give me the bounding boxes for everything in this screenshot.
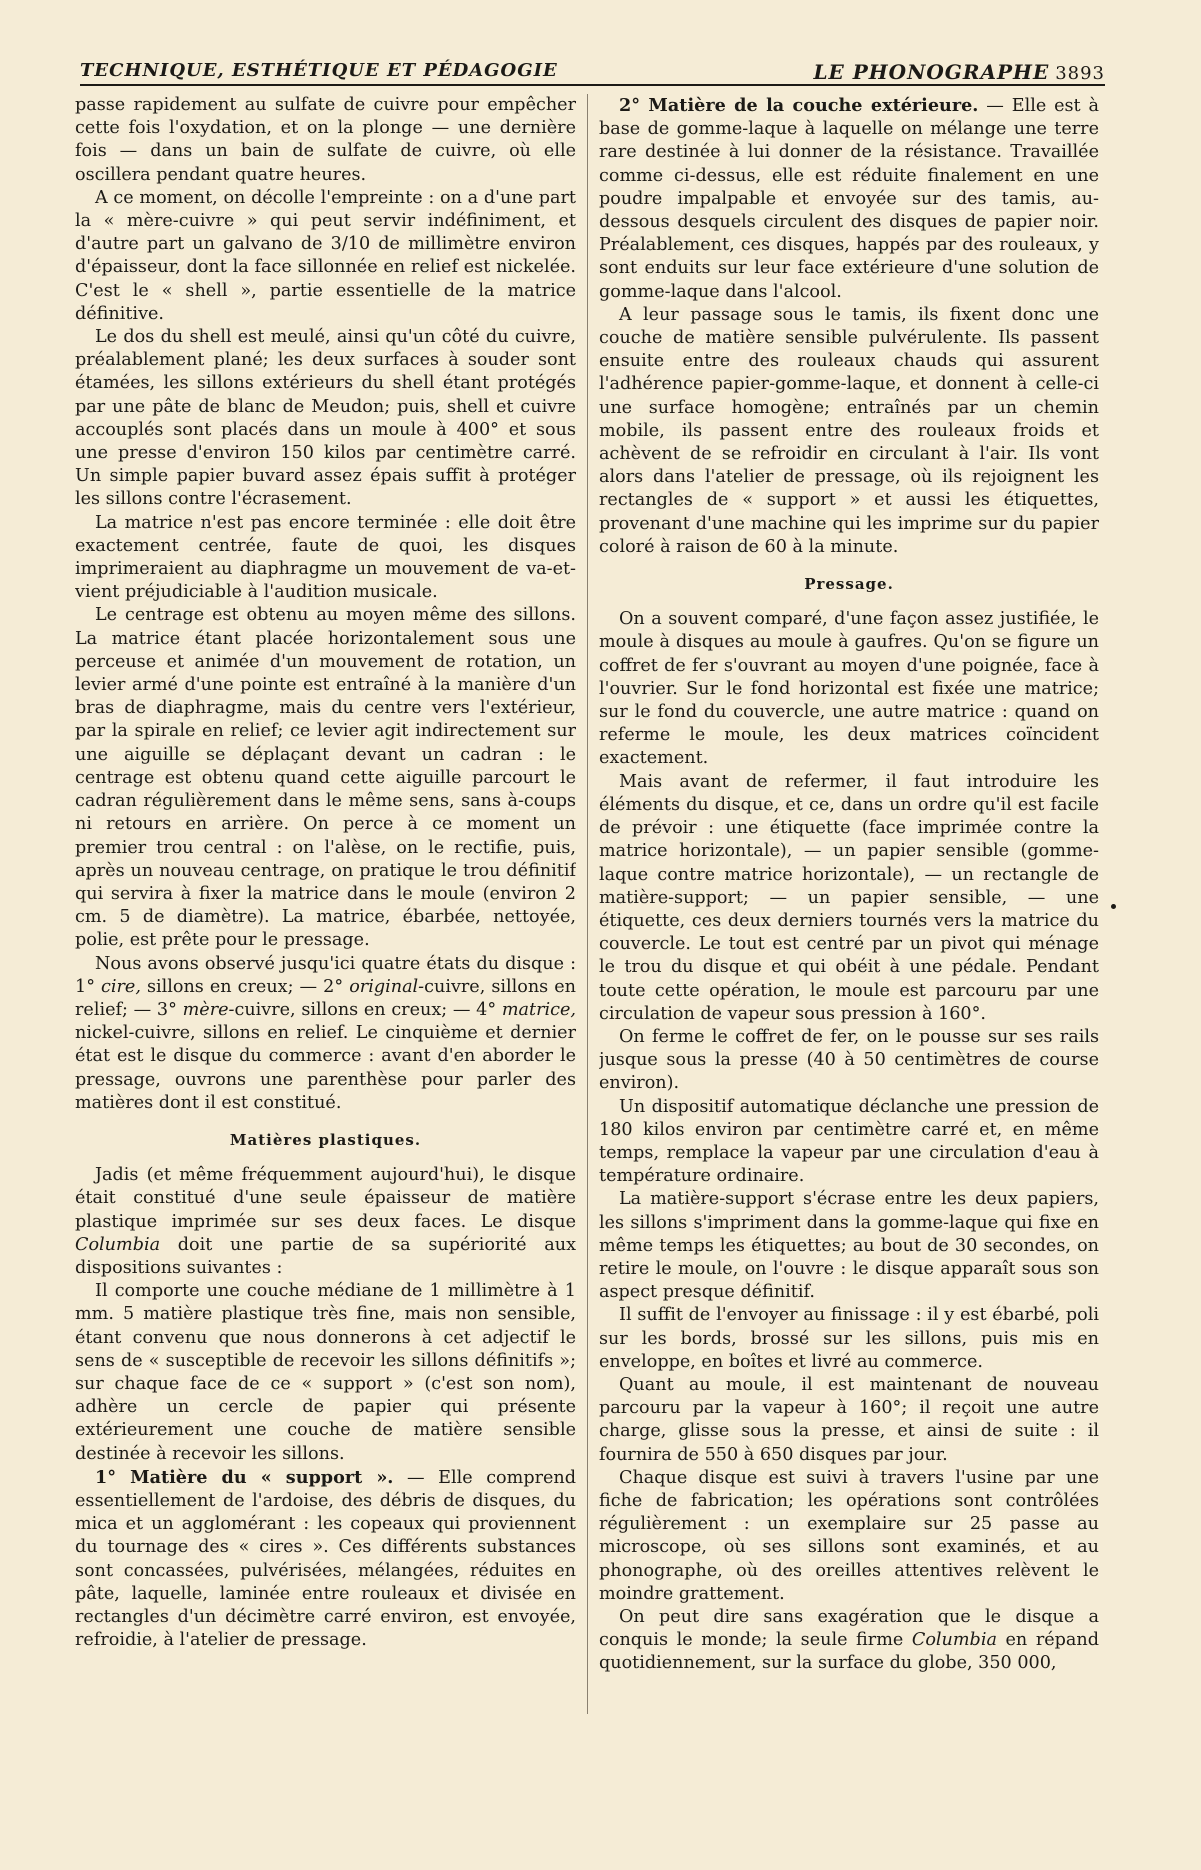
column-divider bbox=[587, 94, 588, 1714]
paragraph bbox=[75, 1164, 576, 1280]
text-run: Nous avons observé jusqu'ici quatre états du disque : 1° bbox=[75, 953, 576, 997]
text-run: sillons en creux; — 2° bbox=[140, 976, 350, 997]
journal-title: LE PHONOGRAPHE bbox=[813, 60, 1050, 84]
paragraph: Il comporte une couche médiane de 1 millimètre à 1 mm. 5 matière plastique très fine, mais non sensible, étant convenu que nous donnerons à cet adjectif le sens de « susceptible de recevoir les sillons définitifs »; sur chaque face de ce « support » (c'est son nom), adhère un cercle de papier qui présente extérieurement une couche de matière sensible destinée à recevoir les sillons. bbox=[75, 1281, 576, 1464]
paragraph: La matière-support s'écrase entre les deux papiers, les sillons s'impriment dans la gomme-laque qui fixe en même temps les étiquettes; au bout de 30 secondes, on retire le moule, on l'ouvre : le disque apparaît sous son aspect presque définitif. bbox=[599, 1189, 1099, 1303]
paragraph: Quant au moule, il est maintenant de nouveau parcouru par la vapeur à 160°; il reçoit une autre charge, glisse sous la presse, et ainsi de suite : il fournira de 550 à 650 disques par jour. bbox=[599, 1374, 1099, 1465]
paragraph: On ferme le coffret de fer, on le pousse sur ses rails jusque sous la presse (40 à 50 centimètres de course environ). bbox=[599, 1026, 1099, 1094]
paragraph bbox=[599, 1606, 1099, 1676]
paragraph: A ce moment, on décolle l'empreinte : on a d'une part la « mère-cuivre » qui peut servir indéfiniment, et d'autre part un galvano de 3/10 de millimètre environ d'épaisseur, dont la face sillonnée en relief est nickelée. C'est le « shell », partie essentielle de la matrice définitive. bbox=[75, 187, 576, 324]
running-header bbox=[80, 56, 1105, 86]
paragraph: Chaque disque est suivi à travers l'usine par une fiche de fabrication; les opérations sont contrôlées régulièrement : un exemplaire sur 25 passe au microscope, où ses sillons sont examinés, et au phonographe, où des oreilles attentives relèvent le moindre grattement. bbox=[599, 1467, 1099, 1604]
italic-term: cire, bbox=[101, 976, 141, 997]
header-right-title bbox=[813, 60, 1105, 84]
left-column bbox=[75, 94, 576, 1714]
paragraph: Il suffit de l'envoyer au finissage : il y est ébarbé, poli sur les bords, brossé sur les sillons, puis mis en enveloppe, en boîtes et livré au commerce. bbox=[599, 1305, 1099, 1372]
italic-term: mère- bbox=[182, 999, 235, 1020]
italic-term: Columbia bbox=[911, 1630, 997, 1651]
paragraph bbox=[75, 1466, 576, 1653]
text-run: doit une partie de sa supériorité aux dispositions suivantes : bbox=[75, 1234, 576, 1278]
paragraph: La matrice n'est pas encore terminée : elle doit être exactement centrée, faute de quoi, les disques imprimeraient au diaphragme un mouvement de va-et-vient préjudiciable à l'audition musicale. bbox=[75, 512, 576, 603]
paragraph bbox=[75, 953, 576, 1115]
italic-term: original- bbox=[349, 976, 425, 997]
paragraph: passe rapidement au sulfate de cuivre pour empêcher cette fois l'oxydation, et on la plonge — une dernière fois — dans un bain de sulfate de cuivre, où elle oscillera pendant quatre heures. bbox=[75, 95, 576, 185]
margin-mark bbox=[1111, 904, 1116, 909]
text-run: nickel-cuivre, sillons en relief. Le cinquième et dernier état est le disque du commerce : avant d'en aborder le pressage, ouvrons une parenthèse pour parler des matières dont il est constitué. bbox=[75, 1023, 576, 1113]
text-run: cuivre, sillons en relief; — 3° bbox=[75, 976, 576, 1020]
bold-lead: 1° Matière du « support ». bbox=[95, 1466, 394, 1488]
text-run: en répand quotidiennement, sur la surface du globe, 350 000, bbox=[599, 1630, 1099, 1674]
paragraph: Mais avant de refermer, il faut introduire les éléments du disque, et ce, dans un ordre qu'il est facile de prévoir : une étiquette (face imprimée contre la matrice horizontale), — un papier sensible (gomme-laque contre matrice horizontale), — un rectangle de matière-support; — un papier sensible, — une étiquette, ces deux derniers tournés vers la matrice du couvercle. Le tout est centré par un pivot qui ménage le trou du disque et qui obéit à une pédale. Pendant toute cette opération, le moule est parcouru par une circulation de vapeur sous pression à 160°. bbox=[599, 771, 1099, 1024]
section-heading: Pressage. bbox=[804, 575, 894, 594]
paragraph: A leur passage sous le tamis, ils fixent donc une couche de matière sensible pulvérulente. Ils passent ensuite entre des rouleaux chauds qui assurent l'adhérence papier-gomme-laque, et donnent à celle-ci une surface homogène; entraînés par un chemin mobile, ils passent entre des rouleaux froids et achèvent de se refroidir en circulant à l'air. Ils vont alors dans l'atelier de pressage, où ils rejoignent les rectangles de « support » et aussi les étiquettes, provenant d'une machine qui les imprime sur du papier coloré à raison de 60 à la minute. bbox=[599, 304, 1099, 557]
italic-term: matrice, bbox=[501, 999, 576, 1020]
right-column bbox=[599, 94, 1099, 1714]
paragraph bbox=[599, 94, 1099, 304]
paragraph: Un dispositif automatique déclanche une pression de 180 kilos environ par centimètre carré et, en même temps, remplace la vapeur par une circulation d'eau à température ordinaire. bbox=[599, 1096, 1099, 1187]
text-run: On peut dire sans exagération que le disque a conquis le monde; la seule firme bbox=[599, 1607, 1099, 1651]
section-heading: Matières plastiques. bbox=[229, 1130, 422, 1149]
text-run: Jadis (et même fréquemment aujourd'hui), le disque était constitué d'une seule épaisseur de matière plastique imprimée sur ses deux faces. Le disque bbox=[75, 1165, 576, 1232]
paragraph: Le centrage est obtenu au moyen même des sillons. La matrice étant placée horizontalement sous une perceuse et animée d'un mouvement de rotation, un levier armé d'une pointe est entraîné à la manière d'un bras de diaphragme, mais du centre vers l'extérieur, par la spirale en relief; ce levier agit indirectement sur une aiguille se déplaçant devant un cadran : le centrage est obtenu quand cette aiguille parcourt le cadran régulièrement dans le même sens, sans à-coups ni retours en arrière. On perce à ce moment un premier trou central : on l'alèse, on le rectifie, puis, après un nouveau centrage, on pratique le trou définitif qui servira à fixer la matrice dans le moule (environ 2 cm. 5 de diamètre). La matrice, ébarbée, nettoyée, polie, est prête pour le pressage. bbox=[75, 605, 576, 951]
text-run: — Elle est à base de gomme-laque à laquelle on mélange une terre rare destinée à lui donner de la résistance. Travaillée comme ci-dessus, elle est réduite finalement en une poudre impalpable et envoyée sur des tamis, au-dessous desquels circulent des disques de papier noir. Préalablement, ces disques, happés par des rouleaux, y sont enduits sur leur face extérieure d'une solution de gomme-laque dans l'alcool. bbox=[599, 96, 1099, 302]
page-number: 3893 bbox=[1055, 63, 1105, 84]
paragraph: Le dos du shell est meulé, ainsi qu'un côté du cuivre, préalablement plané; les deux surfaces à souder sont étamées, les sillons extérieurs du shell étant protégés par une pâte de blanc de Meudon; puis, shell et cuivre accouplés sont placés dans un moule à 400° et sous une presse d'environ 150 kilos par centimètre carré. Un simple papier buvard assez épais suffit à protéger les sillons contre l'écrasement. bbox=[75, 327, 576, 510]
paragraph: On a souvent comparé, d'une façon assez justifiée, le moule à disques au moule à gaufres. Qu'on se figure un coffret de fer s'ouvrant au moyen d'une poignée, face à l'ouvrier. Sur le fond horizontal est fixée une matrice; sur le fond du couvercle, une autre matrice : quand on referme le moule, les deux matrices coïncident exactement. bbox=[599, 609, 1099, 769]
header-left-title: TECHNIQUE, ESTHÉTIQUE ET PÉDAGOGIE bbox=[80, 60, 558, 81]
text-run: cuivre, sillons en creux; — 4° bbox=[234, 999, 502, 1020]
italic-term: Columbia bbox=[75, 1234, 161, 1255]
bold-lead: 2° Matière de la couche extérieure. bbox=[619, 95, 979, 116]
text-run: — Elle comprend essentiellement de l'ardoise, des débris de disques, du mica et un agglomérant : les copeaux qui proviennent du tournage des « cires ». Ces différents substances sont concassées, pulvérisées, mélangées, réduites en pâte, laquelle, laminée entre rouleaux et divisée en rectangles d'un décimètre carré environ, est envoyée, refroidie, à l'atelier de pressage. bbox=[75, 1467, 576, 1651]
